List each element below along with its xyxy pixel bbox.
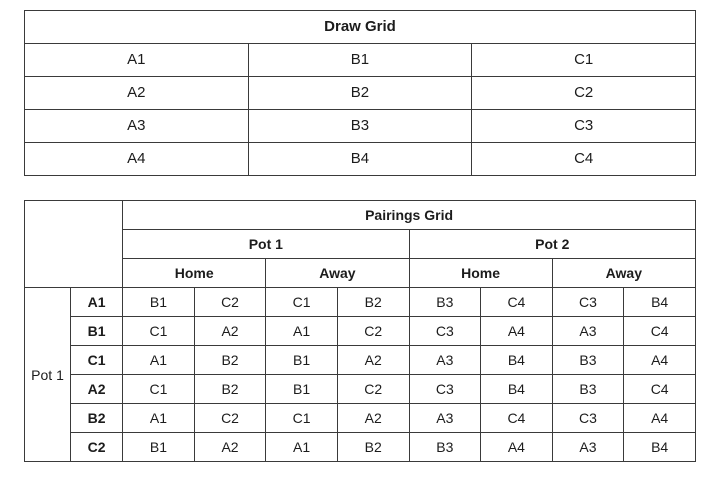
draw-grid-cell: C3 — [472, 110, 696, 143]
pairing-cell: A2 — [194, 433, 266, 462]
pairing-cell: C4 — [624, 375, 696, 404]
pairing-cell: B1 — [123, 433, 195, 462]
pairing-cell: A1 — [123, 346, 195, 375]
pairing-cell: C2 — [337, 375, 409, 404]
pairing-cell: B4 — [624, 288, 696, 317]
pairing-cell: B1 — [266, 346, 338, 375]
draw-grid-title: Draw Grid — [25, 11, 696, 44]
draw-grid-cell: A3 — [25, 110, 249, 143]
pairing-cell: A2 — [194, 317, 266, 346]
pairing-cell: A3 — [552, 433, 624, 462]
table-row — [25, 143, 696, 176]
pot-header: Pot 1 — [123, 230, 409, 259]
row-team-label: A2 — [71, 375, 123, 404]
draw-grid-cell: A2 — [25, 77, 249, 110]
row-team-label: C2 — [71, 433, 123, 462]
pot-header: Pot 2 — [409, 230, 696, 259]
pairings-venue-header-row — [25, 259, 696, 288]
corner-blank-cell — [25, 201, 123, 288]
pairing-cell: C4 — [481, 404, 553, 433]
pairings-pot-header-row — [25, 230, 696, 259]
pairings-grid-table — [24, 200, 696, 462]
pairing-cell: B3 — [552, 375, 624, 404]
pairings-grid-title: Pairings Grid — [123, 201, 696, 230]
pairing-cell: B2 — [194, 375, 266, 404]
pairing-cell: B2 — [337, 433, 409, 462]
pairing-cell: A4 — [624, 404, 696, 433]
row-team-label: C1 — [71, 346, 123, 375]
pairings-title-row — [25, 201, 696, 230]
table-row — [25, 288, 696, 317]
pairing-cell: C2 — [194, 404, 266, 433]
table-row — [25, 110, 696, 143]
pairing-cell: B4 — [481, 375, 553, 404]
table-row — [25, 375, 696, 404]
draw-grid-cell: C4 — [472, 143, 696, 176]
pairing-cell: B4 — [624, 433, 696, 462]
row-team-label: B2 — [71, 404, 123, 433]
pairing-cell: A4 — [481, 317, 553, 346]
row-group-label: Pot 1 — [25, 288, 71, 462]
pairing-cell: B2 — [194, 346, 266, 375]
table-row — [25, 77, 696, 110]
pairing-cell: C3 — [409, 317, 481, 346]
pairing-cell: B1 — [266, 375, 338, 404]
pairing-cell: B3 — [409, 433, 481, 462]
pairing-cell: A3 — [409, 404, 481, 433]
pairing-cell: C3 — [552, 288, 624, 317]
venue-header: Away — [552, 259, 695, 288]
pairing-cell: C4 — [624, 317, 696, 346]
pairing-cell: A4 — [481, 433, 553, 462]
pairing-cell: C2 — [337, 317, 409, 346]
table-row — [25, 404, 696, 433]
table-row — [25, 346, 696, 375]
venue-header: Home — [409, 259, 552, 288]
draw-grid-cell: A4 — [25, 143, 249, 176]
draw-grid-cell: A1 — [25, 44, 249, 77]
pairing-cell: A2 — [337, 346, 409, 375]
draw-grid-cell: C2 — [472, 77, 696, 110]
draw-grid-table — [24, 10, 696, 176]
pairing-cell: A1 — [123, 404, 195, 433]
draw-grid-cell: B4 — [248, 143, 472, 176]
row-team-label: A1 — [71, 288, 123, 317]
table-row — [25, 317, 696, 346]
draw-grid-cell: C1 — [472, 44, 696, 77]
pairing-cell: A2 — [337, 404, 409, 433]
pairing-cell: A4 — [624, 346, 696, 375]
pairing-cell: C4 — [481, 288, 553, 317]
pairing-cell: B4 — [481, 346, 553, 375]
pairing-cell: A3 — [552, 317, 624, 346]
pairing-cell: A1 — [266, 317, 338, 346]
pairing-cell: C3 — [552, 404, 624, 433]
pairing-cell: B3 — [409, 288, 481, 317]
pairing-cell: A1 — [266, 433, 338, 462]
pairings-grid-container — [24, 200, 696, 462]
pairing-cell: B3 — [552, 346, 624, 375]
draw-grid-cell: B1 — [248, 44, 472, 77]
row-team-label: B1 — [71, 317, 123, 346]
draw-grid-cell: B3 — [248, 110, 472, 143]
venue-header: Home — [123, 259, 266, 288]
pairing-cell: C1 — [123, 317, 195, 346]
pairing-cell: C2 — [194, 288, 266, 317]
pairing-cell: C1 — [123, 375, 195, 404]
pairing-cell: B2 — [337, 288, 409, 317]
pairing-cell: C3 — [409, 375, 481, 404]
pairing-cell: C1 — [266, 404, 338, 433]
pairing-cell: A3 — [409, 346, 481, 375]
draw-grid-cell: B2 — [248, 77, 472, 110]
table-row — [25, 433, 696, 462]
pairing-cell: B1 — [123, 288, 195, 317]
draw-grid-container — [24, 10, 696, 176]
pairing-cell: C1 — [266, 288, 338, 317]
venue-header: Away — [266, 259, 409, 288]
draw-grid-title-row — [25, 11, 696, 44]
table-row — [25, 44, 696, 77]
